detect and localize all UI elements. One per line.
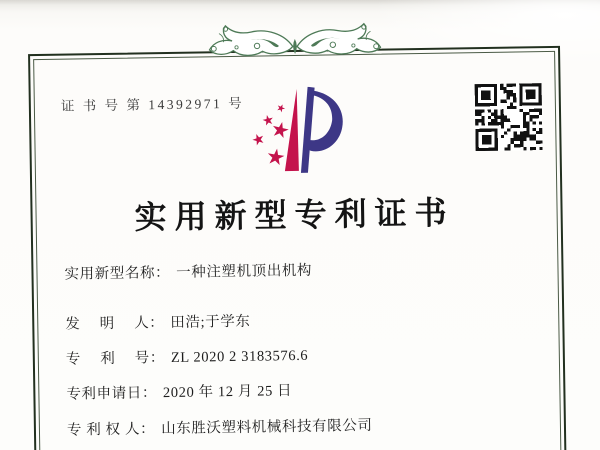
field-value: 2020 年 12 月 25 日 [162,383,293,402]
field-value: 山东胜沃塑料机械科技有限公司 [161,417,373,438]
field-patent-number [66,344,309,369]
qr-code [475,83,543,151]
green-scroll-flourish-icon [203,21,388,74]
field-label: 专 利 权 人： [66,421,156,439]
field-value: 一种注塑机顶出机构 [176,262,313,281]
field-inventors [65,310,251,334]
certificate-number: 证 书 号 第 14392971 号 [60,95,245,114]
field-label: 专 利 号： [65,350,166,368]
field-label: 实用新型名称： [64,264,171,283]
certificate-title: 实用新型专利证书 [134,194,455,236]
field-utility-model-name [64,259,312,284]
field-label: 发 明 人： [65,315,165,333]
field-value: ZL 2020 2 3183576.6 [170,347,309,366]
field-label: 专利申请日： [66,385,158,403]
cnipa-patent-logo-icon [244,86,345,176]
field-value: 田浩;于学东 [170,313,251,331]
field-filing-date [66,379,292,404]
